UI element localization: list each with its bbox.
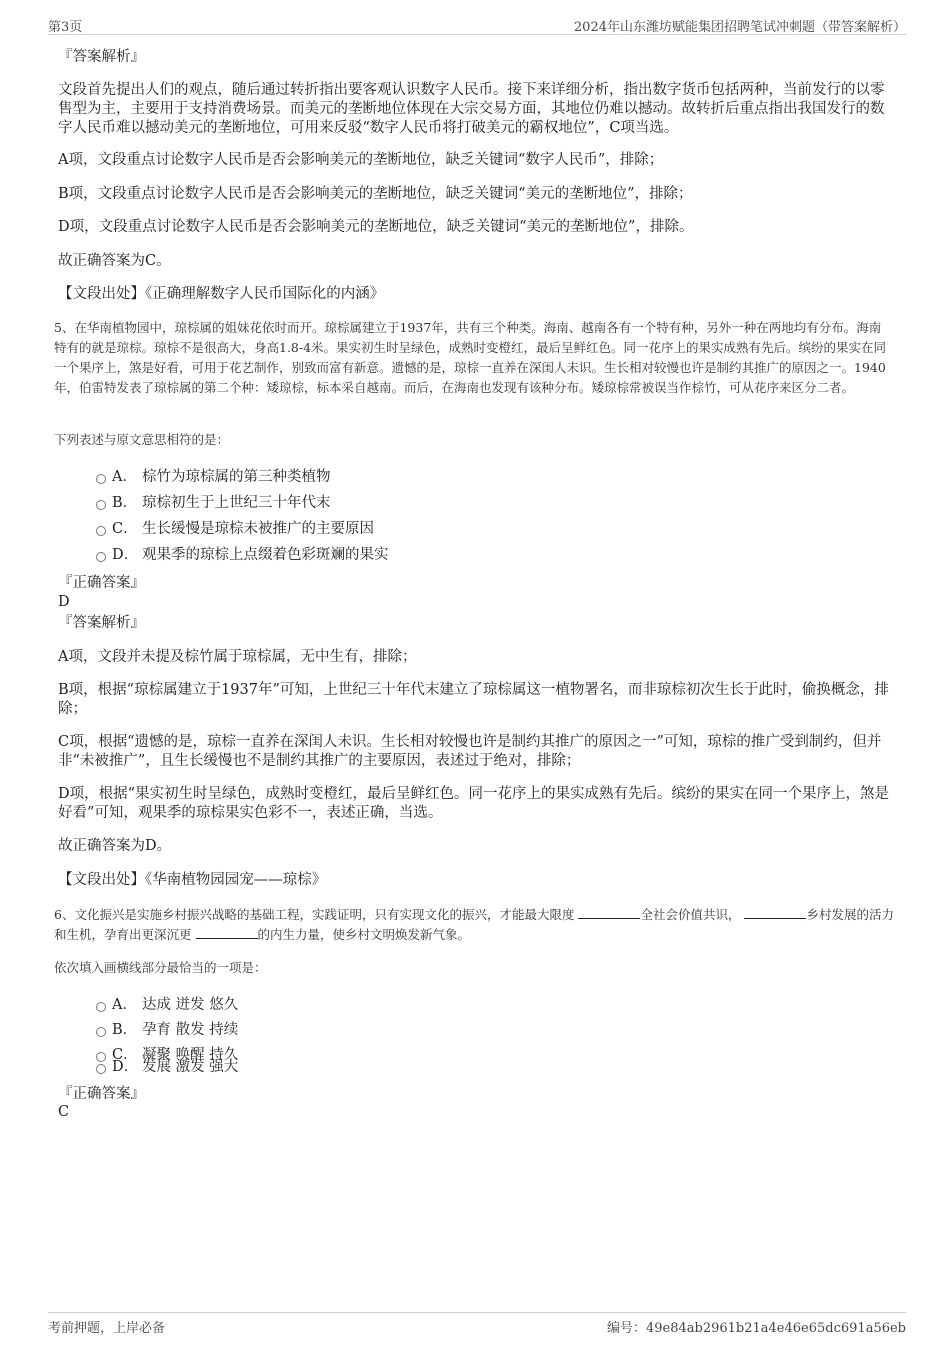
q6-option-d[interactable] [96,1058,238,1076]
q5-option-a[interactable] [96,468,331,486]
blank-3 [196,926,258,939]
q5-option-c[interactable] [96,520,374,538]
q4-analysis-b: B项，文段重点讨论数字人民币是否会影响美元的垄断地位，缺乏关键词“美元的垄断地位”，排除； [58,186,693,202]
q6-answer-label: 『正确答案』 [58,1086,145,1102]
document-title: 2024年山东潍坊赋能集团招聘笔试冲刺题（带答案解析） [573,20,906,35]
blank-2 [744,906,806,919]
q6-stem [54,905,894,945]
q6-stem-part-3: 乡村发展的活力和生机，孕育出更深沉更 [54,907,894,942]
q4-source: 【文段出处】《正确理解数字人民币国际化的内涵》 [58,286,385,302]
q5-analysis-d: D项，根据“果实初生时呈绿色，成熟时变橙红，最后呈鲜红色。同一花序上的果实成熟有先后。缤纷的果实在同一个果序上，煞是好看”可知，观果季的琼棕果实色彩不一，表述正确，当选。 [58,786,890,821]
option-key: D． [112,1059,139,1075]
document-code: 编号：49e84ab2961b21a4e46e65dc691a56eb [606,1321,906,1336]
radio-button[interactable] [96,526,106,536]
q4-analysis-a: A项，文段重点讨论数字人民币是否会影响美元的垄断地位，缺乏关键词“数字人民币”，排除； [58,152,664,168]
option-key: B． [112,1022,138,1038]
q6-option-b[interactable] [96,1021,238,1039]
option-text: 琼棕初生于上世纪三十年代末 [142,495,331,511]
option-key: B． [112,495,138,511]
radio-button[interactable] [96,1064,106,1074]
q6-stem-part-1: 6、文化振兴是实施乡村振兴战略的基础工程，实践证明，只有实现文化的振兴，才能最大限度 [54,907,575,922]
q5-source: 【文段出处】《华南植物园园宠——琼棕》 [58,872,327,888]
q5-answer: D [58,594,70,610]
q5-analysis-c: C项，根据“遗憾的是，琼棕一直养在深闺人未识。生长相对较慢也许是制约其推广的原因之一”可知，琼棕的推广受到制约，但并非“未被推广”，且生长缓慢也不是制约其推广的主要原因，表述过于绝对，排除； [58,734,882,769]
q4-analysis-main: 文段首先提出人们的观点，随后通过转折指出要客观认识数字人民币。接下来详细分析，指出数字货币包括两种，当前发行的以零售型为主，主要用于支持消费场景。而美元的垄断地位体现在大宗交易方面，其地位仍难以撼动。故转折后重点指出我国发行的数字人民币难以撼动美元的垄断地位，可用来反驳“数字人民币将打破美元的霸权地位”，C项当选。 [58,82,885,136]
blank-1 [578,906,640,919]
radio-button[interactable] [96,552,106,562]
q5-conclusion: 故正确答案为D。 [58,838,172,854]
q4-conclusion: 故正确答案为C。 [58,253,171,269]
radio-button[interactable] [96,1002,106,1012]
q4-analysis-d: D项，文段重点讨论数字人民币是否会影响美元的垄断地位，缺乏关键词“美元的垄断地位”，排除。 [58,219,694,235]
footer-slogan: 考前押题，上岸必备 [48,1321,166,1336]
option-key: A． [112,997,137,1013]
q5-option-b[interactable] [96,494,331,512]
page-header [48,14,906,35]
option-key: C． [112,521,138,537]
q4-analysis-label: 『答案解析』 [58,49,145,65]
option-text: 达成 迸发 悠久 [142,997,239,1013]
q6-answer: C [58,1104,70,1120]
q6-stem-part-2: 全社会价值共识， [640,907,741,922]
option-text: 凝聚 唤醒 持久 [142,1047,239,1063]
q5-analysis-label: 『答案解析』 [58,615,145,631]
option-key: D． [112,547,139,563]
q6-prompt: 依次填入画横线部分最恰当的一项是： [54,960,267,975]
q5-analysis-a: A项，文段并未提及棕竹属于琼棕属，无中生有，排除； [58,649,417,665]
radio-button[interactable] [96,1027,106,1037]
q5-analysis-b: B项，根据“琼棕属建立于1937年”可知，上世纪三十年代末建立了琼棕属这一植物署名，而非琼棕初次生长于此时，偷换概念，排除； [58,682,889,717]
option-text: 生长缓慢是琼棕未被推广的主要原因 [142,521,374,537]
page-footer [48,1312,906,1337]
option-text: 发展 激发 强大 [142,1059,239,1075]
radio-button[interactable] [96,474,106,484]
page-number: 第3页 [48,20,83,35]
q5-stem: 5、在华南植物园中，琼棕属的姐妹花依时而开。琼棕属建立于1937年，共有三个种类。海南、越南各有一个特有种，另外一种在两地均有分布。海南特有的就是琼棕。琼棕不是很高大，身高1.8-4米。果实初生时呈绿色，成熟时变橙红，最后呈鲜红色。同一花序上的果实成熟有先后。缤纷的果实在同一个果序上，煞是好看，可用于花艺制作，别致而富有新意。遗憾的是，琼棕一直养在深闺人未识。生长相对较慢也许是制约其推广的原因之一。1940年，伯雷特发表了琼棕属的第二个种：矮琼棕，标本采自越南。而后，在海南也发现有该种分布。矮琼棕常被误当作棕竹，可从花序来区分二者。 [54,320,887,395]
option-text: 观果季的琼棕上点缀着色彩斑斓的果实 [142,547,389,563]
q5-option-d[interactable] [96,546,389,564]
q5-prompt: 下列表述与原文意思相符的是： [54,432,230,447]
q6-option-a[interactable] [96,996,238,1014]
option-key: A． [112,469,137,485]
option-text: 孕育 散发 持续 [142,1022,239,1038]
q5-answer-label: 『正确答案』 [58,575,145,591]
option-key: C． [112,1047,138,1063]
q6-stem-part-4: 的内生力量，使乡村文明焕发新气象。 [257,927,471,942]
option-text: 棕竹为琼棕属的第三种类植物 [142,469,331,485]
radio-button[interactable] [96,500,106,510]
